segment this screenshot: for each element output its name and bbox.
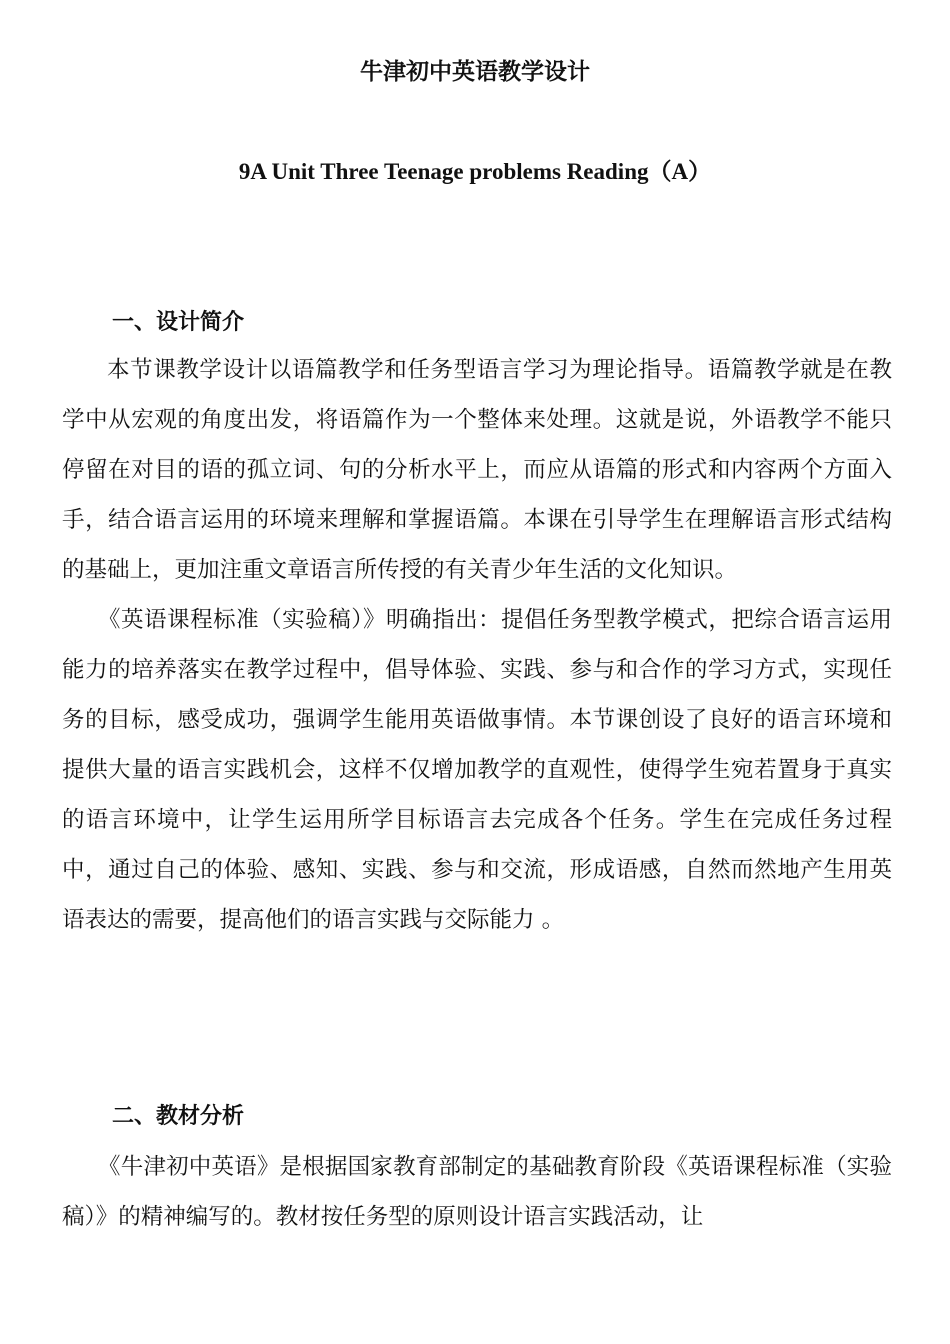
section-heading-design-intro: 一、设计简介 [112,309,245,335]
section-heading-textbook-analysis: 二、教材分析 [112,1103,245,1129]
section-body-design-intro [62,345,892,945]
document-subtitle: 9A Unit Three Teenage problems Reading（A） [238,159,712,184]
document-title: 牛津初中英语教学设计 [360,58,590,85]
paragraph: 《英语课程标准（实验稿）》明确指出：提倡任务型教学模式，把综合语言运用能力的培养落实在教学过程中，倡导体验、实践、参与和合作的学习方式，实现任务的目标，感受成功，强调学生能用英语做事情。本节课创设了良好的语言环境和提供大量的语言实践机会，这样不仅增加教学的直观性，使得学生宛若置身于真实的语言环境中，让学生运用所学目标语言去完成各个任务。学生在完成任务过程中，通过自己的体验、感知、实践、参与和交流，形成语感，自然而然地产生用英语表达的需要，提高他们的语言实践与交际能力 。 [62,607,892,933]
paragraph: 《牛津初中英语》是根据国家教育部制定的基础教育阶段《英语课程标准（实验稿）》的精神编写的。教材按任务型的原则设计语言实践活动，让 [62,1154,892,1230]
paragraph: 本节课教学设计以语篇教学和任务型语言学习为理论指导。语篇教学就是在教学中从宏观的角度出发，将语篇作为一个整体来处理。这就是说，外语教学不能只停留在对目的语的孤立词、句的分析水平上，而应从语篇的形式和内容两个方面入手，结合语言运用的环境来理解和掌握语篇。本课在引导学生在理解语言形式结构的基础上，更加注重文章语言所传授的有关青少年生活的文化知识。 [62,357,892,583]
section-body-textbook-analysis [62,1142,892,1242]
